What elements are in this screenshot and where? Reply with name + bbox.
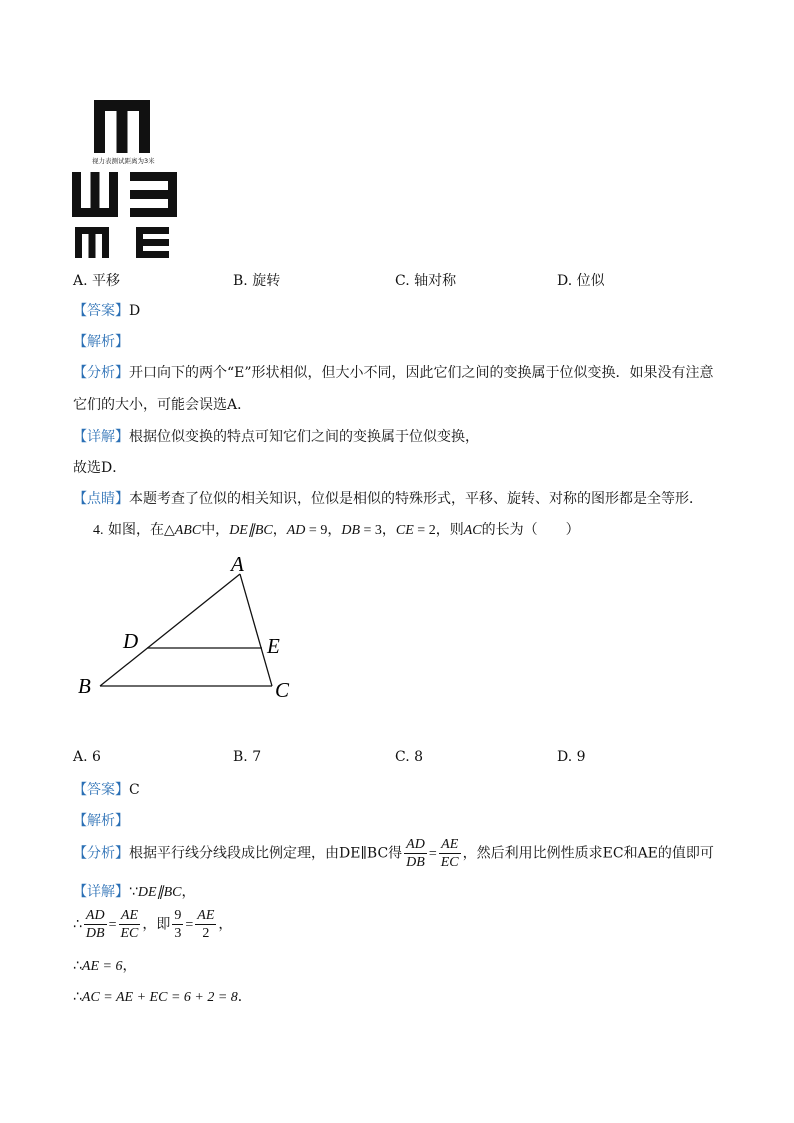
- q4-option-c[interactable]: [395, 749, 423, 765]
- q3-dianjing-label: 【点睛】: [73, 491, 129, 507]
- q4-fenxi-label: 【分析】: [73, 845, 129, 862]
- q3-xiangjie-label: 【详解】: [73, 429, 129, 445]
- q3-option-d-text: 位似: [576, 273, 605, 289]
- fraction-9-3: [172, 907, 183, 942]
- therefore-symbol: ∴: [73, 958, 82, 974]
- q4-step1-mid: ，即: [142, 916, 171, 933]
- q4-option-a-letter: A.: [73, 749, 88, 765]
- fraction-ae-ec: [439, 836, 461, 871]
- frac-num: 9: [174, 908, 182, 923]
- q4-eq3: = 2: [413, 523, 436, 538]
- eye-chart-e-up: [72, 172, 118, 217]
- because-symbol: ∵: [129, 884, 138, 900]
- q4-answer: [73, 780, 140, 800]
- q4-xiangjie: [73, 882, 195, 903]
- frac-den: EC: [120, 926, 139, 941]
- q4-number: 4.: [93, 523, 104, 538]
- q4-t2: 中，: [201, 522, 230, 538]
- q3-option-c-letter: C.: [395, 273, 410, 289]
- q4-ce: CE: [395, 523, 414, 538]
- q4-step3: [73, 987, 252, 1008]
- q3-fenxi-line2: 它们的大小，可能会误选A．: [73, 397, 252, 413]
- eye-chart-e-right: [136, 227, 169, 258]
- q4-de-bc: DE∥BC: [229, 523, 273, 538]
- q4-option-a-text: 6: [92, 749, 101, 765]
- fraction-ad-db: [84, 907, 107, 942]
- q3-option-a[interactable]: [73, 270, 120, 290]
- frac-num: AE: [197, 908, 215, 923]
- q4-option-b-letter: B.: [233, 749, 248, 765]
- frac-num: AD: [85, 908, 105, 923]
- q3-option-b-letter: B.: [233, 273, 248, 289]
- q3-dianjing: [73, 489, 703, 509]
- q4-fenxi: [73, 836, 714, 871]
- q4-abc: ABC: [174, 523, 202, 538]
- therefore-symbol: ∴: [73, 989, 82, 1005]
- q4-analysis-label: 【解析】: [73, 813, 129, 829]
- frac-num: AE: [119, 907, 141, 925]
- q4-db: DB: [341, 523, 360, 538]
- q3-option-d[interactable]: [557, 270, 605, 290]
- q4-option-d[interactable]: [557, 749, 586, 765]
- q4-ad: AD: [286, 523, 306, 538]
- q3-conclusion: 故选D．: [73, 460, 127, 476]
- q4-step1: [73, 907, 232, 942]
- q4-option-c-text: 8: [414, 749, 424, 765]
- frac-den: EC: [440, 855, 459, 870]
- q4-answer-value: C: [129, 782, 140, 798]
- q4-answer-label: 【答案】: [73, 782, 129, 798]
- equals-sign: =: [108, 917, 117, 933]
- q4-triangle-svg: [70, 548, 310, 708]
- frac-den: DB: [85, 926, 105, 941]
- eye-chart-caption: 视力表测试距离为3米: [92, 157, 155, 165]
- q3-fenxi-line1: [73, 363, 714, 383]
- label-c: C: [275, 678, 290, 702]
- eye-chart-svg: [72, 100, 177, 260]
- q4-stem: [93, 520, 580, 541]
- eye-chart-figure: [72, 100, 177, 260]
- q4-step2-expr: AE = 6: [81, 959, 123, 974]
- q3-fenxi-label: 【分析】: [73, 365, 129, 381]
- q4-fenxi-text-a: 根据平行线分线段成比例定理，由DE∥BC得: [129, 845, 403, 862]
- fraction-ad-db: [404, 836, 427, 871]
- q4-option-b[interactable]: [233, 749, 261, 765]
- q4-option-c-letter: C.: [395, 749, 410, 765]
- q3-option-d-letter: D.: [557, 273, 573, 289]
- q4-option-b-text: 7: [252, 749, 262, 765]
- q3-dianjing-text: 本题考查了位似的相关知识，位似是相似的特殊形式，平移、旋转、对称的图形都是全等形．: [129, 491, 703, 507]
- therefore-symbol: ∴: [73, 916, 82, 933]
- q4-xj-de-bc: DE∥BC: [137, 885, 182, 900]
- q3-option-b-text: 旋转: [252, 273, 281, 289]
- q3-analysis-label: 【解析】: [73, 334, 129, 350]
- q4-c2: ，: [327, 522, 342, 538]
- q4-ac: AC: [463, 523, 482, 538]
- q4-t4: 的长为（ ）: [481, 522, 580, 538]
- q4-c3: ，: [381, 522, 396, 538]
- q4-step2: [73, 956, 136, 977]
- frac-den: 3: [174, 926, 182, 941]
- frac-den: 2: [202, 926, 210, 941]
- q3-option-a-text: 平移: [92, 273, 121, 289]
- eye-chart-e-large: [94, 100, 150, 153]
- label-d: D: [123, 629, 139, 653]
- segment-ac: [240, 574, 272, 686]
- frac-num: AE: [439, 836, 461, 854]
- q4-option-d-letter: D.: [557, 749, 573, 765]
- q3-answer-label: 【答案】: [73, 303, 129, 319]
- q4-triangle-symbol: △: [163, 522, 175, 538]
- fraction-ae-2: [195, 907, 216, 942]
- label-a: A: [231, 552, 244, 576]
- eye-chart-e-down-small: [75, 227, 109, 258]
- q3-answer-value: D: [129, 303, 141, 319]
- q4-eq2: = 3: [360, 523, 382, 538]
- q4-triangle-figure: [70, 548, 310, 708]
- q4-t1: 如图，在: [107, 522, 164, 538]
- q3-option-c[interactable]: [395, 270, 456, 290]
- q4-c1: ，: [272, 522, 287, 538]
- q3-option-b[interactable]: [233, 270, 280, 290]
- q4-option-d-text: 9: [576, 749, 586, 765]
- q4-step1-end: ，: [218, 916, 233, 933]
- equals-sign: =: [428, 846, 437, 862]
- fraction-ae-ec: [119, 907, 141, 942]
- q4-step3-end: ．: [237, 989, 252, 1005]
- eye-chart-e-left: [130, 172, 177, 217]
- q4-step3-expr: AC = AE + EC = 6 + 2 = 8: [81, 990, 238, 1005]
- segment-ab: [100, 574, 240, 686]
- q4-step2-end: ，: [122, 958, 137, 974]
- q4-xj-comma: ，: [181, 884, 196, 900]
- q3-answer: [73, 301, 140, 321]
- q4-fenxi-text-b: ，然后利用比例性质求EC和AE的值即可: [462, 845, 714, 862]
- q4-option-a[interactable]: [73, 749, 101, 765]
- q3-xiangjie: [73, 427, 479, 447]
- frac-num: AD: [406, 837, 425, 852]
- q3-fenxi-text1: 开口向下的两个“E”形状相似，但大小不同，因此它们之间的变换属于位似变换．如果没有注意: [129, 365, 714, 381]
- label-b: B: [78, 674, 91, 698]
- q3-option-c-text: 轴对称: [414, 273, 457, 289]
- q3-xiangjie-text: 根据位似变换的特点可知它们之间的变换属于位似变换，: [129, 429, 479, 445]
- q3-option-a-letter: A.: [73, 273, 88, 289]
- frac-den: DB: [406, 855, 425, 870]
- q4-eq1: = 9: [305, 523, 328, 538]
- q4-t3: ，则: [435, 522, 464, 538]
- equals-sign: =: [185, 917, 194, 933]
- q4-xiangjie-label: 【详解】: [73, 884, 129, 900]
- label-e: E: [267, 634, 280, 658]
